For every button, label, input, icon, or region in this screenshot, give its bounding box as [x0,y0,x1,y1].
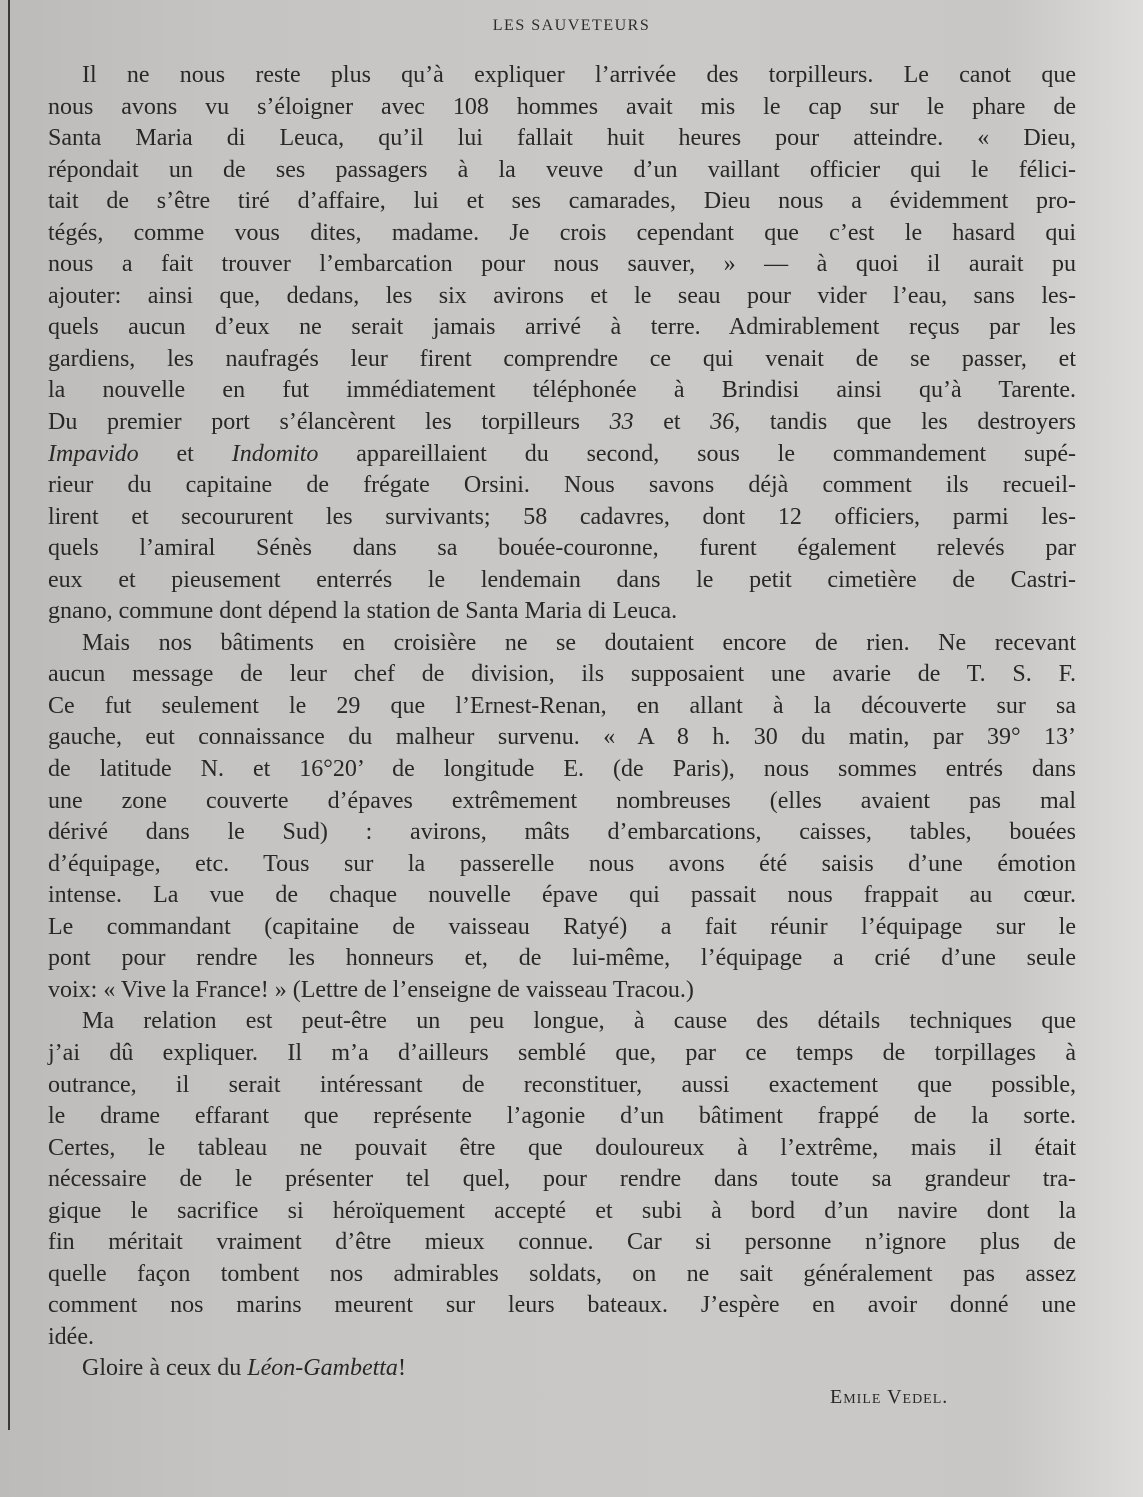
text-line: Mais nos bâtiments en croisière ne se doutaient encore de rien. Ne recevant [82,629,1076,656]
text-line: de latitude N. et 16°20’ de longitude E. (de Paris), nous sommes entrés dans [48,756,1076,783]
article-body [48,60,1076,1385]
text-line: comment nos marins meurent sur leurs bateaux. J’espère en avoir donné une [48,1292,1076,1319]
text-line: Gloire à ceux du Léon-Gambetta! [82,1355,406,1382]
text-line: gauche, eut connaissance du malheur survenu. « A 8 h. 30 du matin, par 39° 13’ [48,724,1076,751]
text-line: quels aucun d’eux ne serait jamais arrivé à terre. Admirablement reçus par les [48,314,1076,341]
text-line: Santa Maria di Leuca, qu’il lui fallait huit heures pour atteindre. « Dieu, [48,125,1076,152]
text-line: outrance, il serait intéressant de reconstituer, aussi exactement que possible, [48,1071,1076,1098]
text-line: quels l’amiral Sénès dans sa bouée-couronne, furent également relevés par [48,535,1076,562]
text-line: fin méritait vraiment d’être mieux connue. Car si personne n’ignore plus de [48,1229,1076,1256]
text-line: nous avons vu s’éloigner avec 108 hommes avait mis le cap sur le phare de [48,93,1076,120]
text-line: lirent et secoururent les survivants; 58 cadavres, dont 12 officiers, parmi les- [48,503,1076,530]
text-line: une zone couverte d’épaves extrêmement nombreuses (elles avaient pas mal [48,787,1076,814]
text-line: gnano, commune dont dépend la station de Santa Maria di Leuca. [48,598,678,625]
text-line: la nouvelle en fut immédiatement téléphonée à Brindisi ainsi qu’à Tarente. [48,377,1076,404]
running-head: LES SAUVETEURS [492,17,651,34]
text-line: voix: « Vive la France! » (Lettre de l’enseigne de vaisseau Tracou.) [48,976,694,1003]
text-line: quelle façon tombent nos admirables soldats, on ne sait généralement pas assez [48,1260,1076,1287]
text-line: pont pour rendre les honneurs et, de lui-même, l’équipage a crié d’une seule [48,945,1076,972]
text-line: intense. La vue de chaque nouvelle épave qui passait nous frappait au cœur. [48,882,1076,909]
text-line: Ce fut seulement le 29 que l’Ernest-Renan, en allant à la découverte sur sa [48,692,1076,719]
text-line: gardiens, les naufragés leur firent comprendre ce qui venait de se passer, et [48,345,1076,372]
text-line: le drame effarant que représente l’agonie d’un bâtiment frappé de la sorte. [48,1103,1076,1130]
text-line: Il ne nous reste plus qu’à expliquer l’arrivée des torpilleurs. Le canot que [82,62,1076,88]
text-line: nous a fait trouver l’embarcation pour nous sauver, » — à quoi il aurait pu [48,251,1076,278]
text-line: ajouter: ainsi que, dedans, les six avirons et le seau pour vider l’eau, sans les- [48,282,1076,309]
text-line: Certes, le tableau ne pouvait être que douloureux à l’extrême, mais il était [48,1134,1076,1161]
margin-rule [8,0,10,1430]
text-line: dérivé dans le Sud) : avirons, mâts d’embarcations, caisses, tables, bouées [48,819,1076,846]
text-line: gique le sacrifice si héroïquement accepté et subi à bord d’un navire dont la [48,1197,1076,1224]
text-line: j’ai dû expliquer. Il m’a d’ailleurs semblé que, par ce temps de torpillages à [48,1039,1076,1066]
text-line: rieur du capitaine de frégate Orsini. Nous savons déjà comment ils recueil- [48,472,1076,499]
text-line: aucun message de leur chef de division, ils supposaient une avarie de T. S. F. [48,661,1076,688]
text-line: idée. [48,1323,94,1350]
text-line: d’équipage, etc. Tous sur la passerelle nous avons été saisis d’une émotion [48,850,1076,877]
text-line: tait de s’être tiré d’affaire, lui et ses camarades, Dieu nous a évidemment pro- [48,188,1076,215]
text-line: Impavido et Indomito appareillaient du second, sous le commandement supé- [48,440,1076,467]
text-line: Du premier port s’élancèrent les torpilleurs 33 et 36, tandis que les destroyers [48,409,1076,436]
text-line: répondait un de ses passagers à la veuve d’un vaillant officier qui le félici- [48,156,1076,183]
text-line: Le commandant (capitaine de vaisseau Ratyé) a fait réunir l’équipage sur le [48,913,1076,940]
author-signature: Emile Vedel. [830,1386,949,1408]
text-line: tégés, comme vous dites, madame. Je crois cependant que c’est le hasard qui [48,219,1076,246]
text-line: eux et pieusement enterrés le lendemain dans le petit cimetière de Castri- [48,566,1076,593]
text-line: nécessaire de le présenter tel quel, pour rendre dans toute sa grandeur tra- [48,1166,1076,1193]
text-line: Ma relation est peut-être un peu longue, à cause des détails techniques que [82,1008,1076,1035]
